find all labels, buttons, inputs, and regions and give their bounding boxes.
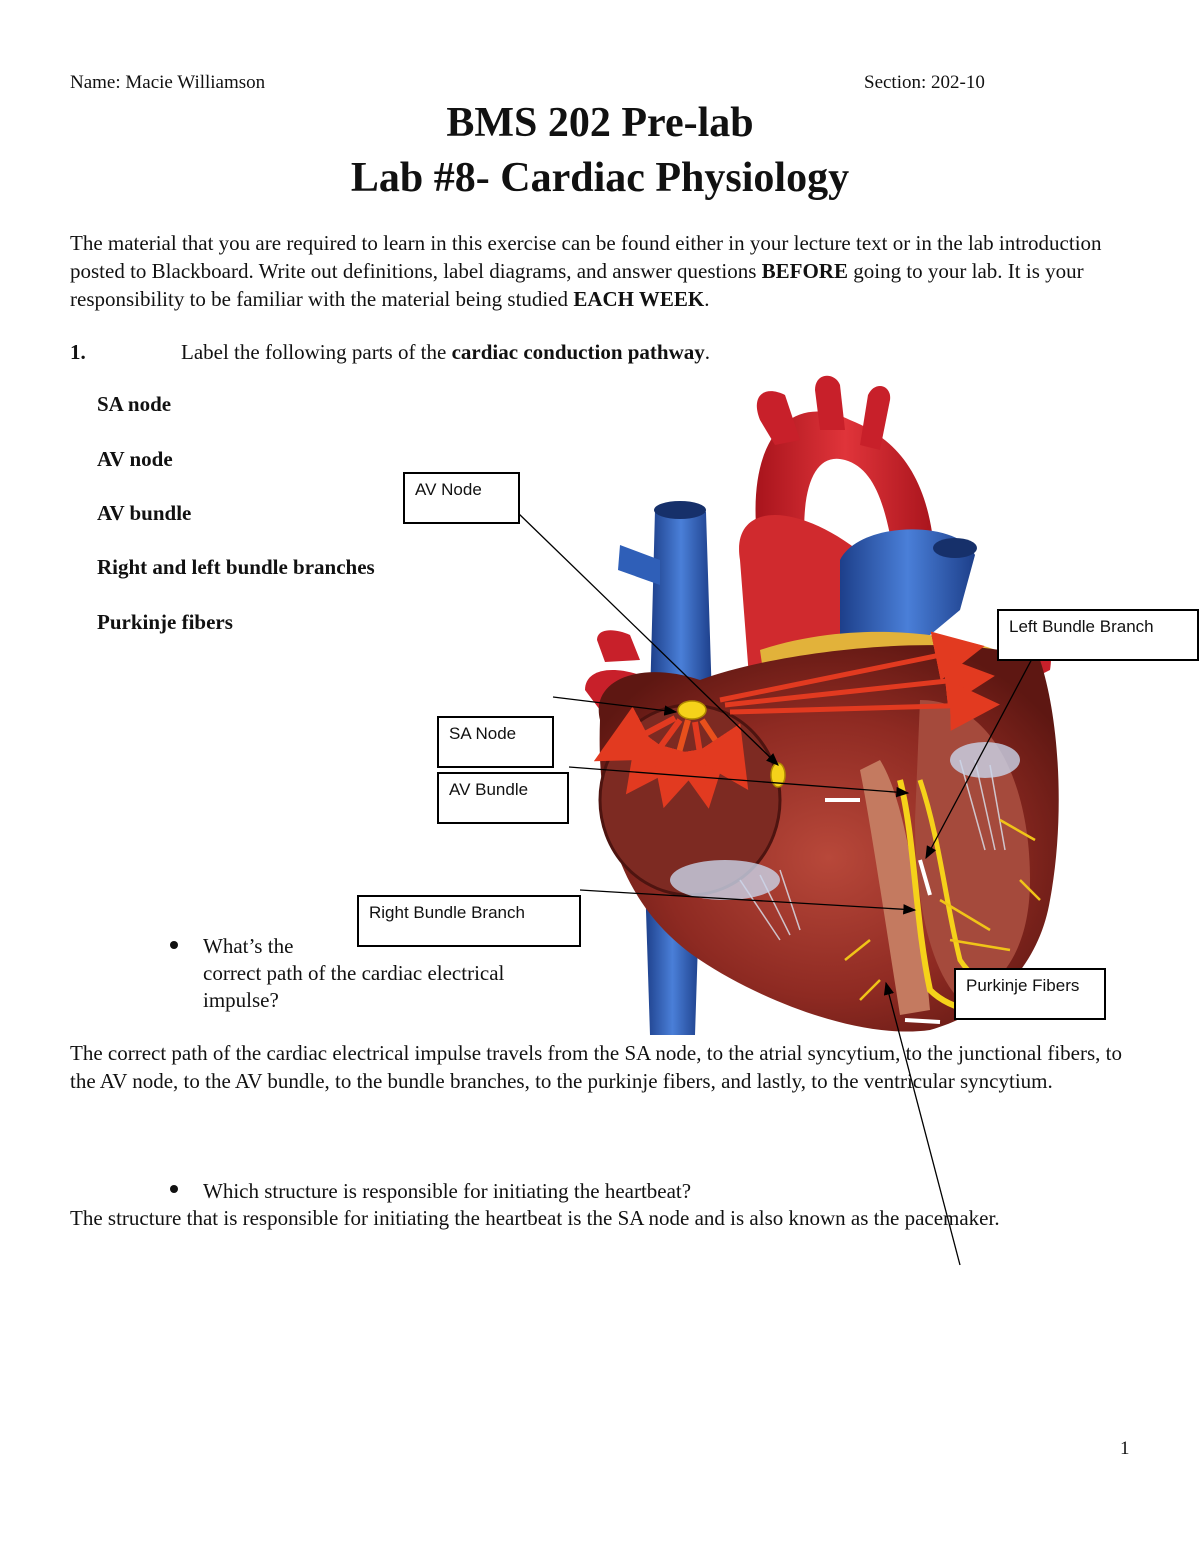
sa-node-structure [678, 701, 706, 719]
aortic-branch-2 [815, 376, 845, 430]
intro-text-3: . [704, 287, 710, 311]
label-av-bundle: AV Bundle [437, 772, 569, 824]
question-text-bold: cardiac conduction pathway [451, 340, 705, 364]
intro-bold-1: BEFORE [761, 259, 848, 283]
term-av-bundle: AV bundle [97, 501, 192, 525]
brachiocephalic-vein [618, 545, 660, 585]
aortic-branch-3 [860, 386, 890, 450]
bullet-q1-line1: What’s the [203, 934, 294, 958]
label-left-bundle-branch: Left Bundle Branch [997, 609, 1199, 661]
question-text-end: . [704, 340, 711, 364]
page-subtitle: Lab #8- Cardiac Physiology [350, 155, 850, 201]
term-sa-node: SA node [97, 392, 172, 416]
answer-2: The structure that is responsible for initiating the heartbeat is the SA node and is also known as the pacemaker. [70, 1206, 1000, 1230]
intro-bold-2: EACH WEEK [573, 287, 705, 311]
intro-text-2: going to your lab. It is your responsibility to be familiar with the material being studied [70, 259, 1084, 311]
question-text-main: Label the following parts of the [181, 340, 452, 364]
section-number: Section: 202-10 [864, 72, 985, 93]
bullet-dot [170, 941, 178, 949]
bullet-q1-line3: impulse? [203, 988, 279, 1012]
student-name: Name: Macie Williamson [70, 72, 266, 93]
label-right-bundle-branch: Right Bundle Branch [357, 895, 581, 947]
label-purkinje-fibers: Purkinje Fibers [954, 968, 1106, 1020]
term-av-node: AV node [97, 447, 173, 471]
page-number: 1 [1120, 1438, 1130, 1459]
term-purkinje-fibers: Purkinje fibers [97, 610, 233, 634]
label-av-node: AV Node [403, 472, 520, 524]
answer-1: The correct path of the cardiac electrical impulse travels from the SA node, to the atrial syncytium, to the junctional fibers, to the AV node, to the AV bundle, to the bundle branches, to the purkinje fibers, and lastly, to the ventricular syncytium. [70, 1041, 1122, 1093]
term-bundle-branches: Right and left bundle branches [97, 555, 375, 579]
label-sa-node: SA Node [437, 716, 554, 768]
bullet-dot [170, 1185, 178, 1193]
question-number: 1. [70, 340, 86, 364]
bullet-question-2: Which structure is responsible for initiating the heartbeat? [203, 1179, 692, 1203]
superior-vena-cava-opening [654, 501, 706, 519]
right-pulmonary-vein [597, 630, 640, 662]
page-title: BMS 202 Pre-lab [446, 100, 754, 146]
bullet-question-1 [203, 933, 504, 1014]
bullet-q1-line2: correct path of the cardiac electrical [203, 961, 505, 985]
intro-text-1: The material that you are required to learn in this exercise can be found either in your lecture text or in the lab introduction posted to Blackboard. Write out definitions, label diagrams, and answer questions [70, 231, 1102, 283]
valve-leaflet [670, 860, 780, 900]
pulmonary-opening [933, 538, 977, 558]
